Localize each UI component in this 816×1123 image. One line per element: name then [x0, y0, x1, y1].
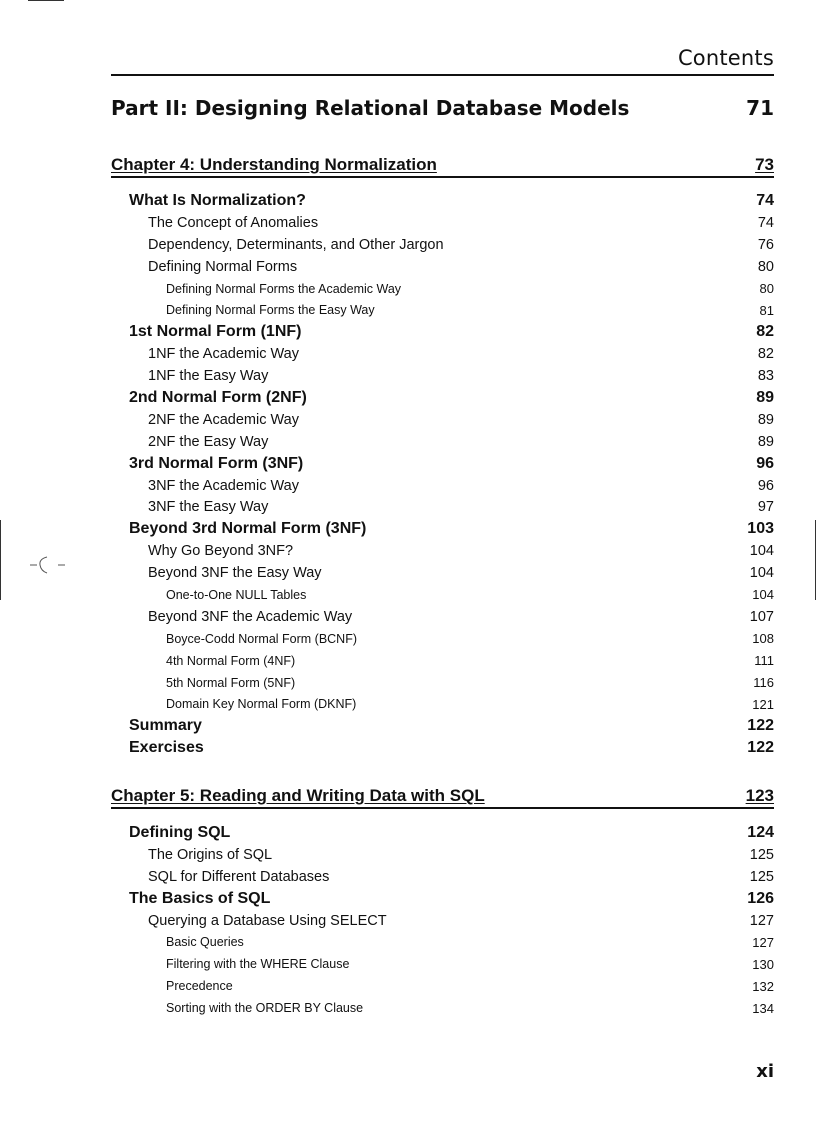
part-title: Part II: Designing Relational Database Models [111, 96, 630, 120]
chapter-heading[interactable] [111, 783, 774, 809]
toc-entry-page: 97 [757, 499, 774, 516]
toc-entry-page: 82 [757, 346, 774, 363]
toc-entry-page: 104 [752, 587, 774, 603]
toc-entry-title: 5th Normal Form (5NF) [166, 675, 296, 690]
toc-entry-page: 134 [752, 1000, 774, 1016]
chapter-title: Chapter 4: Understanding Normalization [111, 155, 437, 174]
toc-entry-title: 2nd Normal Form (2NF) [129, 388, 307, 406]
toc-entry-level-1[interactable] [0, 321, 774, 343]
toc-entry-title: Why Go Beyond 3NF? [148, 543, 294, 560]
toc-entry-page: 76 [757, 236, 774, 253]
toc-entry-level-1[interactable] [0, 888, 774, 910]
toc-entry-page: 74 [756, 191, 774, 209]
crop-mark-top [28, 0, 64, 1]
chapter-page: 73 [755, 155, 774, 174]
toc-entry-page: 127 [749, 912, 774, 929]
toc-entry-title: Defining Normal Forms [148, 258, 298, 275]
toc-entry-level-2[interactable] [0, 409, 774, 431]
toc-entry-title: 1st Normal Form (1NF) [129, 323, 302, 341]
toc-entry-title: SQL for Different Databases [148, 868, 330, 885]
toc-entry-level-2[interactable] [0, 910, 774, 932]
toc-entry-page: 96 [757, 477, 774, 494]
toc-entry-title: The Concept of Anomalies [148, 214, 319, 231]
toc-entry-level-2[interactable] [0, 365, 774, 387]
header-rule [111, 74, 774, 76]
page-number: xi [756, 1061, 774, 1082]
toc-entry-page: 80 [759, 281, 774, 296]
toc-entry-page: 89 [756, 388, 774, 406]
toc-entry-level-3[interactable] [0, 628, 774, 650]
toc-entry-level-2[interactable] [0, 431, 774, 453]
toc-entry-page: 89 [757, 411, 774, 428]
toc-entry-title: 3NF the Academic Way [148, 477, 299, 494]
toc-entry-page: 125 [749, 846, 774, 863]
chapter-title: Chapter 5: Reading and Writing Data with SQL [111, 786, 485, 805]
toc-entry-level-3[interactable] [0, 997, 774, 1019]
toc-entry-title: The Basics of SQL [129, 889, 271, 907]
toc-entry-level-1[interactable] [0, 387, 774, 409]
toc-entry-title: Beyond 3NF the Academic Way [148, 608, 353, 625]
toc-entry-level-3[interactable] [0, 953, 774, 975]
toc-entry-title: Precedence [166, 979, 233, 994]
toc-entry-level-3[interactable] [0, 672, 774, 694]
toc-entry-page: 107 [749, 608, 774, 625]
toc-entry-page: 108 [752, 631, 774, 647]
toc-entry-title: The Origins of SQL [148, 846, 273, 863]
toc-entry-title: 4th Normal Form (4NF) [166, 653, 296, 668]
toc-entry-level-1[interactable] [0, 190, 774, 212]
toc-entry-title: What Is Normalization? [129, 191, 306, 209]
toc-entry-title: 1NF the Academic Way [148, 346, 299, 363]
toc-entry-page: 125 [749, 868, 774, 885]
toc-entry-title: Domain Key Normal Form (DKNF) [166, 697, 357, 712]
toc-entry-page: 132 [752, 978, 774, 994]
part-page: 71 [746, 96, 774, 120]
toc-entry-page: 103 [747, 520, 774, 538]
toc-entry-page: 89 [757, 433, 774, 450]
toc-entry-level-2[interactable] [0, 234, 774, 256]
toc-entry-title: 3rd Normal Form (3NF) [129, 454, 304, 472]
toc-entry-level-3[interactable] [0, 650, 774, 672]
chapter-heading[interactable] [111, 152, 774, 178]
toc-entry-title: Defining SQL [129, 823, 231, 841]
toc-entry-title: Defining Normal Forms the Academic Way [166, 281, 402, 296]
toc-entry-page: 130 [752, 956, 774, 972]
toc-entry-level-3[interactable] [0, 299, 774, 321]
toc-entry-level-2[interactable] [0, 343, 774, 365]
toc-entry-title: Defining Normal Forms the Easy Way [166, 303, 375, 318]
toc-entry-level-3[interactable] [0, 975, 774, 997]
toc-entry-page: 82 [756, 323, 774, 341]
running-header: Contents [677, 46, 774, 70]
toc-entry-title: 3NF the Easy Way [148, 499, 269, 516]
toc-entry-level-1[interactable] [0, 715, 774, 737]
toc-entry-level-2[interactable] [0, 212, 774, 234]
toc-entry-title: Dependency, Determinants, and Other Jargon [148, 236, 444, 253]
toc-entry-page: 83 [757, 368, 774, 385]
toc-entry-title: One-to-One NULL Tables [166, 587, 307, 602]
toc-entry-title: 2NF the Academic Way [148, 411, 299, 428]
toc-entry-level-2[interactable] [0, 540, 774, 562]
toc-entry-page: 80 [757, 258, 774, 275]
toc-entry-level-1[interactable] [0, 822, 774, 844]
toc-entry-level-2[interactable] [0, 562, 774, 584]
toc-entry-page: 124 [747, 823, 774, 841]
toc-entry-title: Boyce-Codd Normal Form (BCNF) [166, 631, 358, 646]
toc-entry-page: 127 [752, 934, 774, 950]
chapter-5-toc [0, 822, 774, 1019]
toc-entry-level-2[interactable] [0, 256, 774, 278]
toc-entry-level-2[interactable] [0, 606, 774, 628]
toc-entry-page: 122 [747, 739, 774, 757]
toc-entry-title: Basic Queries [166, 935, 244, 950]
toc-entry-level-2[interactable] [0, 844, 774, 866]
toc-entry-page: 81 [759, 302, 774, 318]
toc-entry-page: 74 [757, 214, 774, 231]
toc-entry-level-2[interactable] [0, 866, 774, 888]
toc-entry-title: Beyond 3rd Normal Form (3NF) [129, 520, 367, 538]
toc-entry-level-3[interactable] [0, 693, 774, 715]
toc-entry-level-1[interactable] [0, 453, 774, 475]
toc-entry-page: 122 [747, 717, 774, 735]
toc-entry-title: Filtering with the WHERE Clause [166, 957, 350, 972]
chapter-page: 123 [745, 786, 774, 805]
toc-entry-level-3[interactable] [0, 584, 774, 606]
toc-entry-level-3[interactable] [0, 278, 774, 300]
toc-entry-title: 1NF the Easy Way [148, 368, 269, 385]
part-heading [111, 96, 774, 120]
toc-entry-title: Summary [129, 717, 202, 735]
chapter-4-toc [0, 190, 774, 759]
toc-entry-page: 126 [747, 889, 774, 907]
toc-entry-page: 121 [752, 696, 774, 712]
toc-entry-title: Querying a Database Using SELECT [148, 912, 387, 929]
toc-entry-page: 96 [756, 454, 774, 472]
toc-entry-level-2[interactable] [0, 475, 774, 497]
toc-entry-page: 104 [749, 565, 774, 582]
toc-entry-title: Beyond 3NF the Easy Way [148, 565, 322, 582]
toc-entry-level-1[interactable] [0, 737, 774, 759]
toc-entry-title: Sorting with the ORDER BY Clause [166, 1001, 364, 1016]
toc-entry-title: 2NF the Easy Way [148, 433, 269, 450]
toc-entry-level-2[interactable] [0, 496, 774, 518]
toc-entry-title: Exercises [129, 739, 204, 757]
toc-entry-level-1[interactable] [0, 518, 774, 540]
toc-entry-page: 116 [753, 675, 774, 691]
toc-entry-page: 111 [754, 653, 774, 669]
toc-entry-page: 104 [749, 543, 774, 560]
toc-entry-level-3[interactable] [0, 931, 774, 953]
